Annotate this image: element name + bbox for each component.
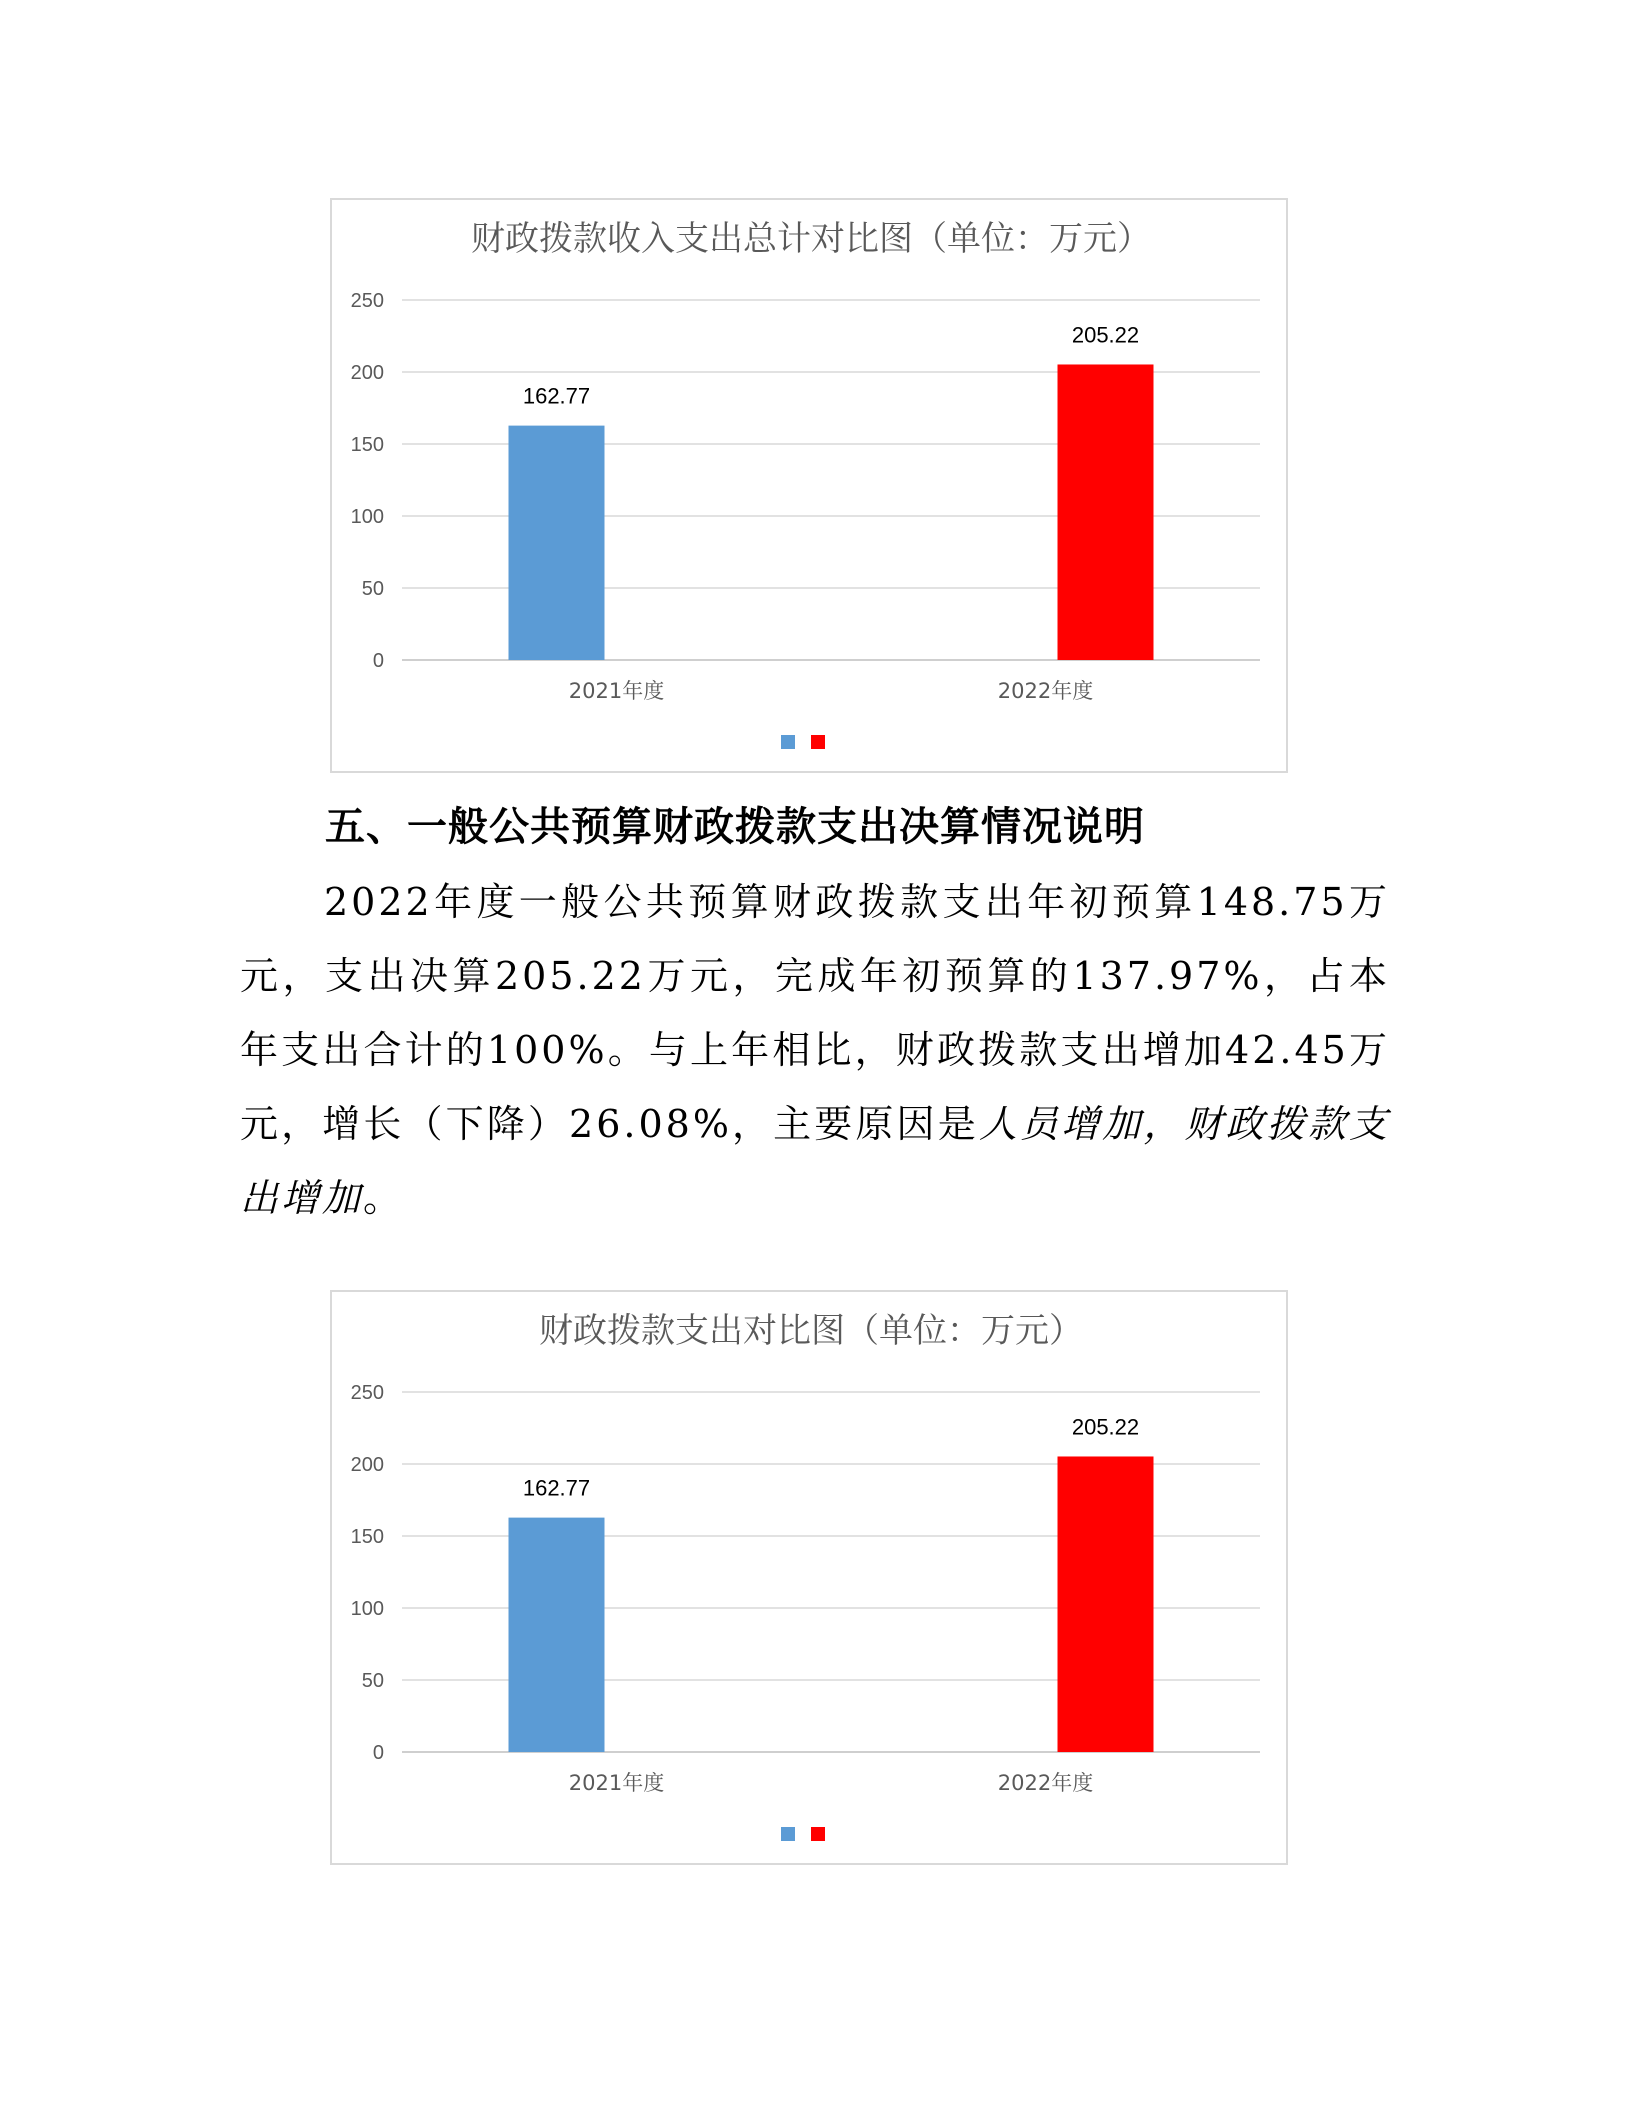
bar-1 <box>509 1518 605 1752</box>
paragraph-end-text: 。 <box>363 1176 405 1220</box>
bar-1 <box>509 426 605 660</box>
chart-title: 财政拨款支出对比图（单位：万元） <box>539 1311 1083 1351</box>
chart-svg <box>332 1292 1290 1867</box>
y-tick-label: 250 <box>350 290 384 312</box>
y-tick-label: 100 <box>350 1598 384 1620</box>
y-tick-label: 50 <box>361 578 384 600</box>
y-tick-label: 250 <box>350 1382 384 1404</box>
paragraph-main-text: 2022年度一般公共预算财政拨款支出年初预算148.75万元，支出决算205.22万元，完成年初预算的137.97%，占本年支出合计的100%。与上年相比，财政拨款支出增加42.45万元，增长（下降）26.08%，主要原因是 <box>240 880 1390 1146</box>
data-label: 162.77 <box>522 1475 591 1501</box>
data-label: 162.77 <box>522 383 591 409</box>
legend-swatch <box>781 735 795 749</box>
category-label: 2021年度 <box>568 679 665 703</box>
y-tick-label: 50 <box>361 1670 384 1692</box>
y-tick-label: 0 <box>372 650 384 672</box>
paragraph-reason-text: 人员增加，财政拨款支出增加 <box>240 1102 1390 1220</box>
legend-swatch <box>781 1827 795 1841</box>
legend-swatch <box>811 1827 825 1841</box>
y-tick-label: 150 <box>350 434 384 456</box>
category-label: 2021年度 <box>568 1771 665 1795</box>
expense-comparison-chart <box>330 1290 1288 1865</box>
y-tick-label: 100 <box>350 506 384 528</box>
data-label: 205.22 <box>1071 322 1140 348</box>
section-heading: 五、一般公共预算财政拨款支出决算情况说明 <box>325 804 1145 850</box>
y-tick-label: 200 <box>350 1454 384 1476</box>
chart-svg <box>332 200 1290 775</box>
category-label: 2022年度 <box>997 679 1094 703</box>
y-tick-label: 200 <box>350 362 384 384</box>
section-paragraph <box>240 865 1390 1235</box>
category-label: 2022年度 <box>997 1771 1094 1795</box>
y-tick-label: 0 <box>372 1742 384 1764</box>
chart-title: 财政拨款收入支出总计对比图（单位：万元） <box>471 219 1151 259</box>
data-label: 205.22 <box>1071 1414 1140 1440</box>
bar-2 <box>1058 364 1154 660</box>
income-expense-comparison-chart <box>330 198 1288 773</box>
y-tick-label: 150 <box>350 1526 384 1548</box>
legend-swatch <box>811 735 825 749</box>
bar-2 <box>1058 1456 1154 1752</box>
